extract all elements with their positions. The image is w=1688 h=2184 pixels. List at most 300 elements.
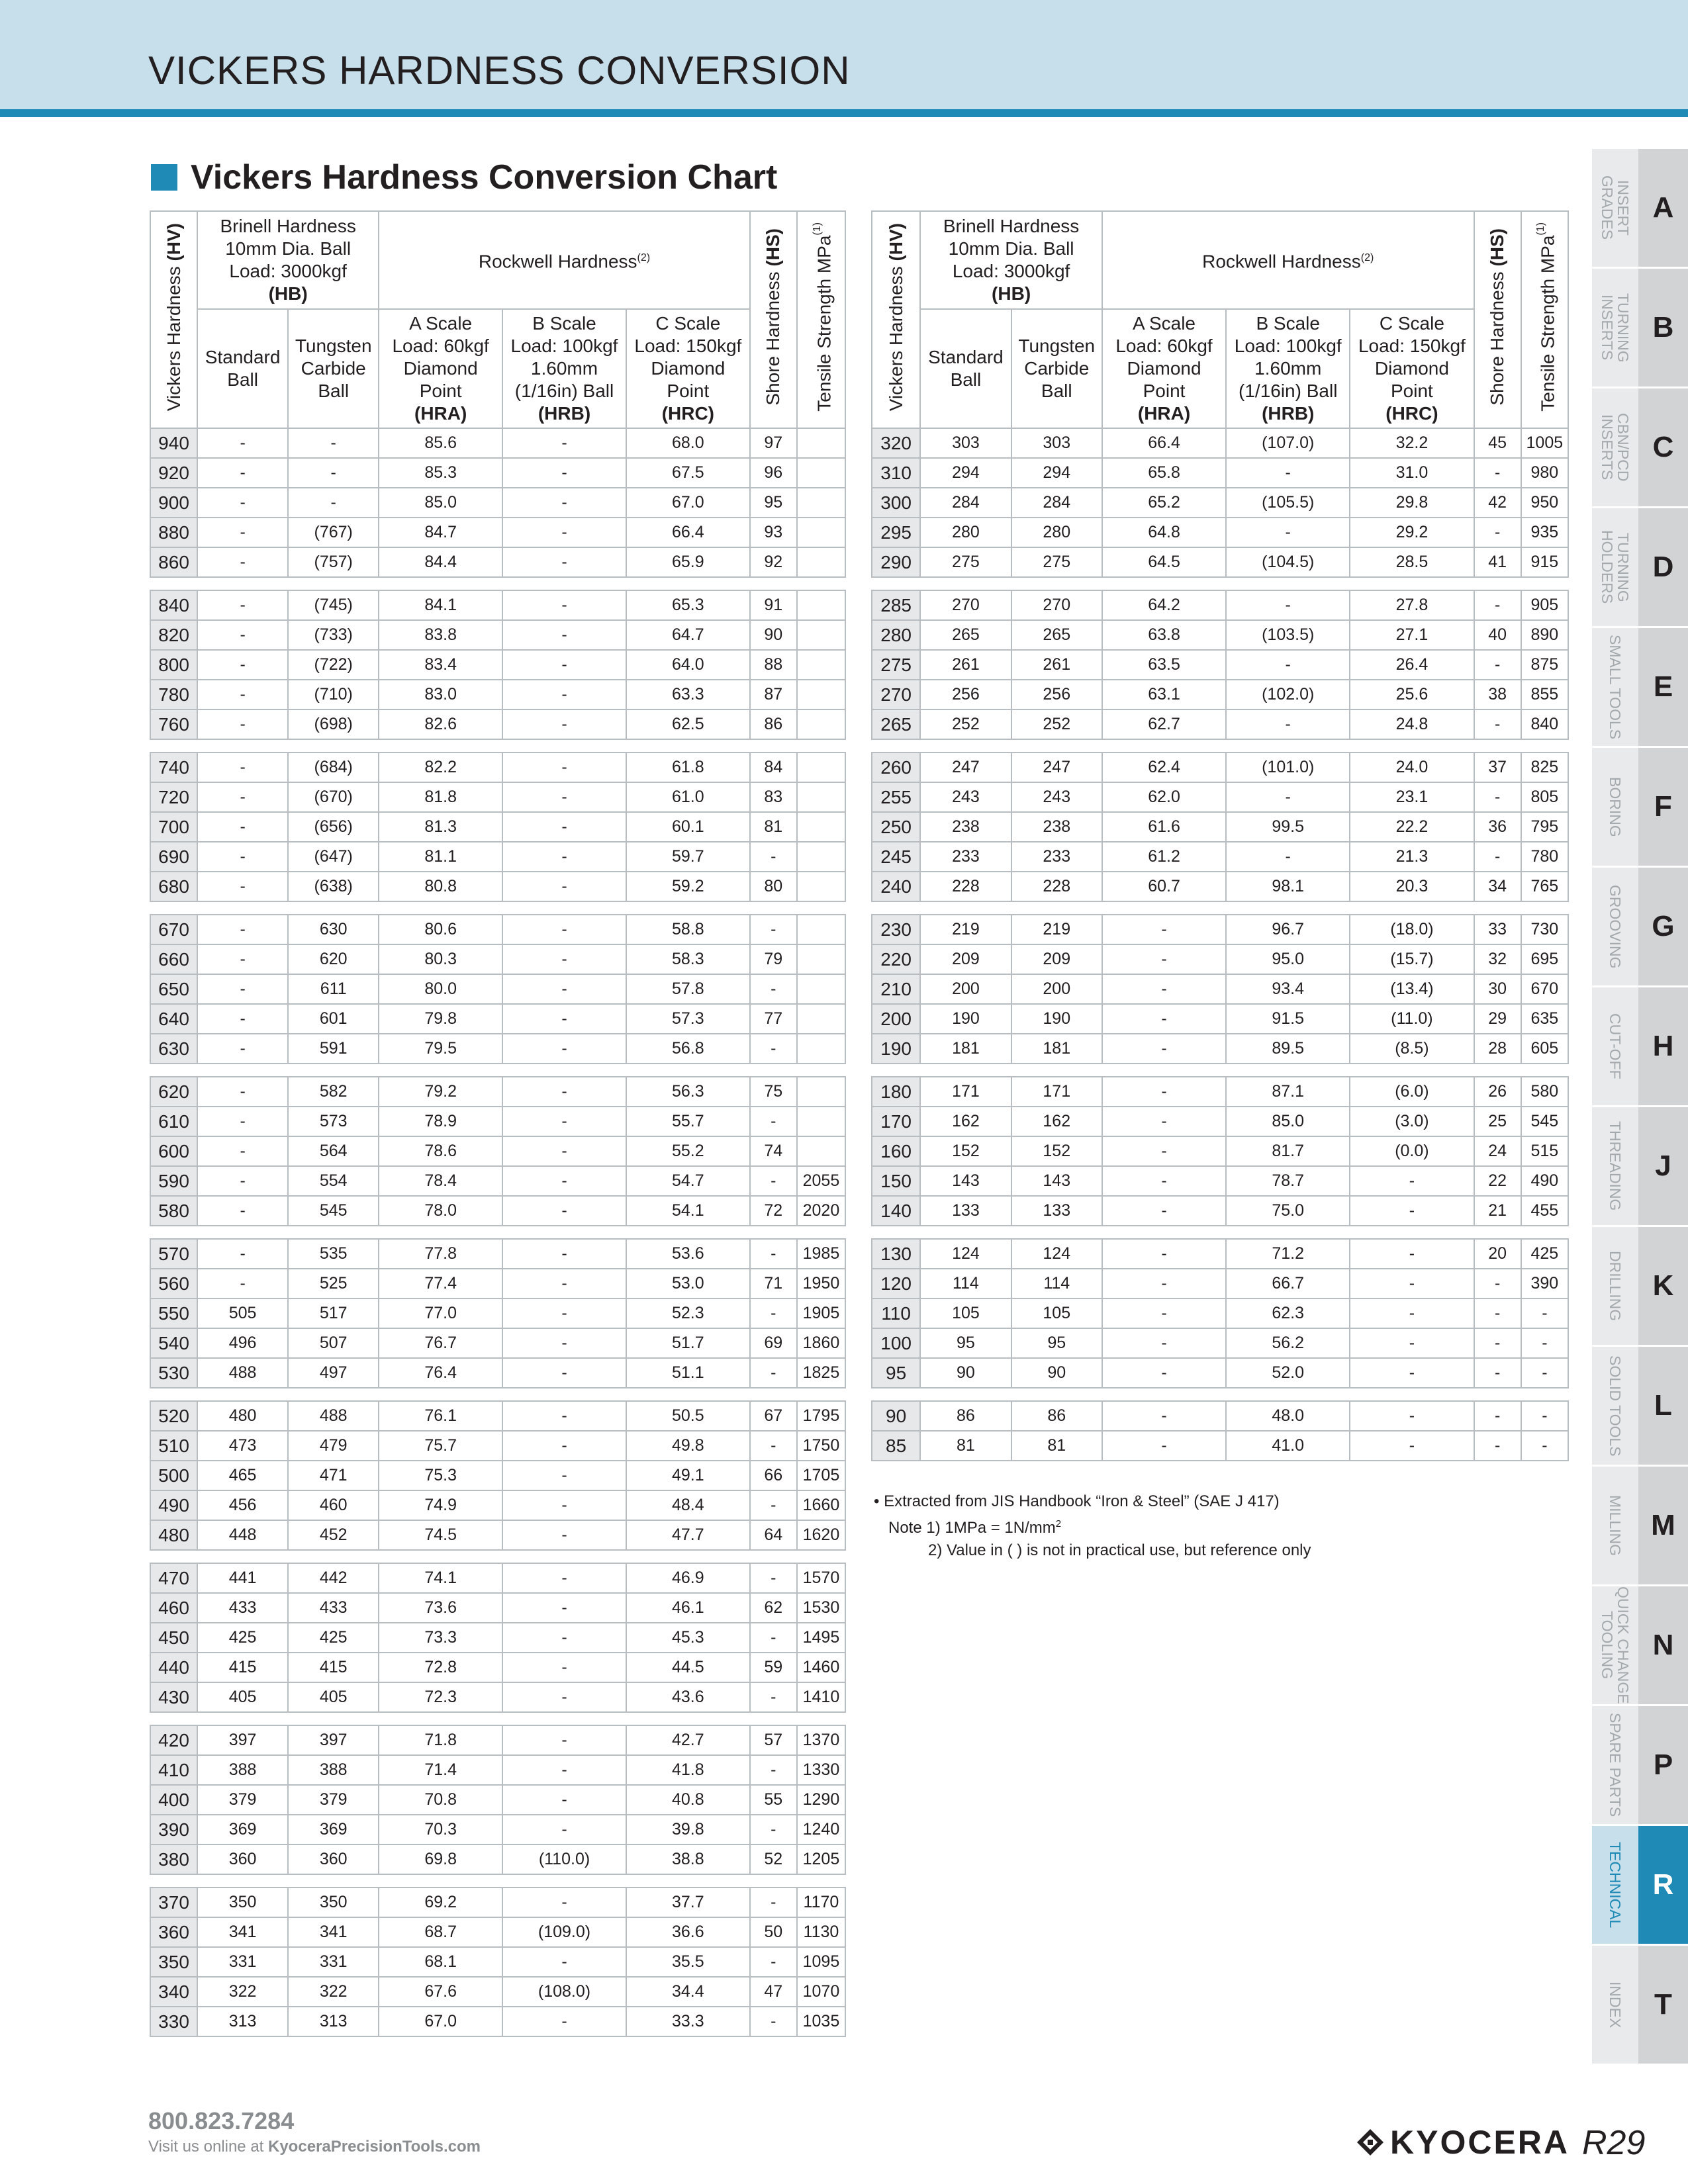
group-spacer (872, 1064, 1568, 1077)
section-tab-text: MILLING (1607, 1494, 1624, 1557)
table-cell: 252 (1011, 709, 1102, 739)
table-cell: 380 (150, 1844, 197, 1874)
table-cell: 488 (288, 1401, 379, 1431)
table-cell: 1660 (797, 1490, 845, 1520)
table-cell: (684) (288, 752, 379, 782)
table-cell: 90 (1011, 1358, 1102, 1388)
section-tab[interactable] (1592, 1826, 1688, 1946)
table-cell: (757) (288, 547, 379, 577)
table-cell: 162 (1011, 1107, 1102, 1136)
website-link[interactable]: KyoceraPrecisionTools.com (268, 2138, 481, 2156)
table-cell: 61.0 (626, 782, 750, 812)
table-cell: 265 (920, 620, 1011, 650)
table-cell: - (1474, 1298, 1521, 1328)
table-cell: 48.0 (1226, 1401, 1350, 1431)
table-cell: 256 (920, 680, 1011, 709)
table-cell: 84.4 (379, 547, 502, 577)
table-cell: 1705 (797, 1461, 845, 1490)
table-row (150, 782, 845, 812)
table-cell: 611 (288, 974, 379, 1004)
table-cell: - (502, 1239, 626, 1269)
section-tab-text: BORING (1607, 776, 1624, 837)
table-cell: 114 (1011, 1269, 1102, 1298)
table-cell: 209 (1011, 944, 1102, 974)
table-cell: - (1226, 458, 1350, 488)
table-cell: 45 (1474, 428, 1521, 458)
table-cell: 152 (920, 1136, 1011, 1166)
table-cell: - (502, 458, 626, 488)
table-cell: 1035 (797, 2007, 845, 2036)
table-cell: 68.0 (626, 428, 750, 458)
table-row (150, 974, 845, 1004)
table-row (872, 1004, 1568, 1034)
tensile-header: Tensile Strength MPa$^{(1)}$ (1521, 211, 1568, 428)
table-cell: 76.7 (379, 1328, 502, 1358)
table-cell: 243 (1011, 782, 1102, 812)
table-cell: 52.3 (626, 1298, 750, 1328)
table-cell: - (502, 915, 626, 944)
table-cell: 77.8 (379, 1239, 502, 1269)
table-cell: (638) (288, 872, 379, 901)
section-tab-text: INSERT GRADES (1599, 175, 1632, 240)
table-cell: 890 (1521, 620, 1568, 650)
section-tab[interactable] (1592, 269, 1688, 388)
table-cell: 81.8 (379, 782, 502, 812)
table-cell: 497 (288, 1358, 379, 1388)
table-cell: 310 (872, 458, 920, 488)
section-tab-letter: M (1638, 1467, 1688, 1584)
table-cell: 78.7 (1226, 1166, 1350, 1196)
table-cell: 300 (872, 488, 920, 518)
table-cell: 250 (872, 812, 920, 842)
table-cell: 980 (1521, 458, 1568, 488)
table-cell: - (197, 518, 288, 547)
table-cell: - (1226, 709, 1350, 739)
table-cell: 490 (150, 1490, 197, 1520)
section-tab-letter: T (1638, 1946, 1688, 2064)
section-tab[interactable] (1592, 748, 1688, 868)
table-cell: 690 (150, 842, 197, 872)
table-cell: 915 (1521, 547, 1568, 577)
rockwell-header: Rockwell Hardness$^{(2)}$ (1102, 211, 1474, 309)
table-cell: 41.0 (1226, 1431, 1350, 1461)
table-cell: 83.4 (379, 650, 502, 680)
table-cell: 505 (197, 1298, 288, 1328)
rockwell-header: Rockwell Hardness$^{(2)}$ (379, 211, 750, 309)
section-tab[interactable] (1592, 149, 1688, 269)
table-cell: - (502, 1755, 626, 1785)
table-cell: 1750 (797, 1431, 845, 1461)
table-cell: 57 (750, 1725, 797, 1755)
table-cell: 256 (1011, 680, 1102, 709)
table-cell: 110 (872, 1298, 920, 1328)
table-cell: 51.7 (626, 1328, 750, 1358)
section-tab[interactable] (1592, 1227, 1688, 1347)
b-scale-header: B Scale Load: 100kgf 1.60mm (1/16in) Ball (HRB) (1226, 309, 1350, 428)
table-row (150, 1653, 845, 1682)
table-cell: 63.8 (1102, 620, 1226, 650)
table-cell: 388 (197, 1755, 288, 1785)
table-cell: 55.7 (626, 1107, 750, 1136)
table-cell: 425 (288, 1623, 379, 1653)
table-cell: - (750, 974, 797, 1004)
table-cell: - (1474, 458, 1521, 488)
table-cell: - (1102, 1239, 1226, 1269)
table-row (872, 1358, 1568, 1388)
table-cell: - (1474, 518, 1521, 547)
section-tab-text: SOLID TOOLS (1607, 1355, 1624, 1457)
table-cell: 25 (1474, 1107, 1521, 1136)
table-cell: 160 (872, 1136, 920, 1166)
table-cell: 900 (150, 488, 197, 518)
section-tab[interactable] (1592, 388, 1688, 508)
header-stripe (0, 109, 1688, 117)
table-cell: 84.7 (379, 518, 502, 547)
section-tab[interactable] (1592, 1586, 1688, 1706)
group-spacer (150, 1874, 845, 1888)
table-cell: 79.8 (379, 1004, 502, 1034)
table-cell: - (197, 590, 288, 620)
table-cell: 410 (150, 1755, 197, 1785)
table-cell: 473 (197, 1431, 288, 1461)
table-cell: 29.2 (1350, 518, 1474, 547)
table-cell: 369 (197, 1815, 288, 1844)
table-row (872, 752, 1568, 782)
section-tab[interactable] (1592, 1107, 1688, 1227)
page-title: VICKERS HARDNESS CONVERSION (148, 48, 851, 93)
table-cell: - (288, 458, 379, 488)
table-body-left (150, 428, 845, 2036)
table-cell: 88 (750, 650, 797, 680)
table-cell: 70.3 (379, 1815, 502, 1844)
table-cell: 620 (288, 944, 379, 974)
table-cell: 105 (1011, 1298, 1102, 1328)
shore-header: Shore Hardness (HS) (1474, 211, 1521, 428)
table-cell: 150 (872, 1166, 920, 1196)
section-tab-label (1592, 1107, 1638, 1225)
table-cell: - (197, 872, 288, 901)
table-cell: 515 (1521, 1136, 1568, 1166)
table-row (872, 1239, 1568, 1269)
table-cell: 795 (1521, 812, 1568, 842)
table-cell: 80.6 (379, 915, 502, 944)
table-cell: - (502, 752, 626, 782)
table-cell: 370 (150, 1888, 197, 1917)
table-cell: 89.5 (1226, 1034, 1350, 1064)
table-cell: - (502, 1682, 626, 1712)
table-cell: 560 (150, 1269, 197, 1298)
table-cell: 45.3 (626, 1623, 750, 1653)
section-tab[interactable] (1592, 987, 1688, 1107)
table-row (150, 709, 845, 739)
table-cell: 800 (150, 650, 197, 680)
table-cell: (3.0) (1350, 1107, 1474, 1136)
table-cell: - (750, 915, 797, 944)
table-cell: - (1350, 1298, 1474, 1328)
table-cell: 425 (1521, 1239, 1568, 1269)
table-cell: - (502, 488, 626, 518)
table-cell: 67.0 (379, 2007, 502, 2036)
table-cell: 171 (920, 1077, 1011, 1107)
conversion-table-left (150, 210, 846, 2037)
table-cell: - (502, 620, 626, 650)
table-cell: 47.7 (626, 1520, 750, 1550)
table-cell: 840 (1521, 709, 1568, 739)
section-tab-letter: L (1638, 1347, 1688, 1465)
table-cell: - (197, 488, 288, 518)
table-cell: 855 (1521, 680, 1568, 709)
table-cell: 564 (288, 1136, 379, 1166)
table-cell: 124 (920, 1239, 1011, 1269)
section-tab-text: CBN/PCD INSERTS (1599, 413, 1632, 482)
table-cell: 72 (750, 1196, 797, 1226)
section-tab-label (1592, 748, 1638, 866)
table-cell: 341 (197, 1917, 288, 1947)
table-row (150, 620, 845, 650)
table-row (150, 812, 845, 842)
table-cell: - (750, 1431, 797, 1461)
table-row (872, 1269, 1568, 1298)
table-cell (797, 428, 845, 458)
table-cell: 270 (920, 590, 1011, 620)
table-cell: (733) (288, 620, 379, 650)
table-cell: 80.8 (379, 872, 502, 901)
table-cell: (722) (288, 650, 379, 680)
table-cell: 60.7 (1102, 872, 1226, 901)
table-cell: 54.1 (626, 1196, 750, 1226)
table-cell: 67.5 (626, 458, 750, 488)
table-cell: 247 (1011, 752, 1102, 782)
table-cell: 58.3 (626, 944, 750, 974)
table-cell: 322 (288, 1977, 379, 2007)
table-cell: - (502, 1004, 626, 1034)
table-cell: 78.9 (379, 1107, 502, 1136)
table-row (150, 1166, 845, 1196)
table-cell: - (750, 1166, 797, 1196)
table-cell (797, 547, 845, 577)
table-cell: 76.4 (379, 1358, 502, 1388)
table-cell: 530 (150, 1358, 197, 1388)
table-cell: 209 (920, 944, 1011, 974)
section-tab-letter: A (1638, 149, 1688, 267)
table-cell: - (502, 1623, 626, 1653)
table-row (872, 590, 1568, 620)
table-cell: - (1102, 1034, 1226, 1064)
table-cell: 68.7 (379, 1917, 502, 1947)
table-row (872, 872, 1568, 901)
section-tab[interactable] (1592, 1467, 1688, 1586)
table-row (150, 680, 845, 709)
a-scale-header: A Scale Load: 60kgf Diamond Point (HRA) (1102, 309, 1226, 428)
table-cell: - (197, 782, 288, 812)
table-cell: 66.7 (1226, 1269, 1350, 1298)
square-bullet-icon (151, 164, 177, 191)
table-cell: (101.0) (1226, 752, 1350, 782)
table-cell: - (750, 1682, 797, 1712)
table-cell: 59.2 (626, 872, 750, 901)
table-cell: - (197, 1136, 288, 1166)
table-cell: - (502, 1136, 626, 1166)
table-cell: 34 (1474, 872, 1521, 901)
section-tab[interactable] (1592, 1706, 1688, 1826)
table-cell: 78.0 (379, 1196, 502, 1226)
brinell-header: Brinell Hardness 10mm Dia. Ball Load: 3000kgf (HB) (197, 211, 379, 309)
table-cell: 247 (920, 752, 1011, 782)
section-tab-label (1592, 269, 1638, 387)
table-row (872, 1328, 1568, 1358)
table-row (150, 1461, 845, 1490)
table-cell: - (1102, 1298, 1226, 1328)
table-cell: 60.1 (626, 812, 750, 842)
table-cell: 62.7 (1102, 709, 1226, 739)
table-cell: 313 (288, 2007, 379, 2036)
table-cell: 68.1 (379, 1947, 502, 1977)
table-cell: 1130 (797, 1917, 845, 1947)
table-cell (797, 590, 845, 620)
table-cell: 30 (1474, 974, 1521, 1004)
table-cell: - (502, 1401, 626, 1431)
note-1: Note 1) $1MPa = 1N/mm^2$ (888, 1518, 1062, 1537)
table-cell: - (502, 547, 626, 577)
table-row (872, 782, 1568, 812)
section-tab[interactable] (1592, 628, 1688, 748)
table-cell: 93.4 (1226, 974, 1350, 1004)
table-cell: - (502, 1196, 626, 1226)
section-tab-label (1592, 1826, 1638, 1944)
section-tab-label (1592, 1946, 1638, 2064)
table-cell: 40 (1474, 620, 1521, 650)
table-cell: 440 (150, 1653, 197, 1682)
note-2: 2) Value in ( ) is not in practical use, but reference only (928, 1541, 1311, 1559)
table-cell: 71.4 (379, 1755, 502, 1785)
table-cell: 230 (872, 915, 920, 944)
table-row (150, 1755, 845, 1785)
table-cell: 71.8 (379, 1725, 502, 1755)
table-cell: 360 (150, 1917, 197, 1947)
section-tab-label (1592, 1586, 1638, 1704)
table-row (150, 1844, 845, 1874)
table-row (872, 518, 1568, 547)
table-cell: - (1350, 1358, 1474, 1388)
table-cell: 275 (872, 650, 920, 680)
table-cell: - (1474, 590, 1521, 620)
table-cell: 33 (1474, 915, 1521, 944)
table-cell: 284 (1011, 488, 1102, 518)
table-row (872, 974, 1568, 1004)
table-cell: - (502, 1431, 626, 1461)
section-tab[interactable] (1592, 1946, 1688, 2066)
chart-title: Vickers Hardness Conversion Chart (191, 158, 778, 197)
table-cell: 228 (1011, 872, 1102, 901)
table-cell: 2020 (797, 1196, 845, 1226)
table-cell: 53.6 (626, 1239, 750, 1269)
table-cell: 340 (150, 1977, 197, 2007)
table-cell: 605 (1521, 1034, 1568, 1064)
table-row (872, 620, 1568, 650)
table-cell: 397 (197, 1725, 288, 1755)
table-cell: 238 (920, 812, 1011, 842)
table-row (150, 428, 845, 458)
a-scale-header: A Scale Load: 60kgf Diamond Point (HRA) (379, 309, 502, 428)
table-cell: 31.0 (1350, 458, 1474, 488)
table-cell: 66.4 (626, 518, 750, 547)
table-cell: 545 (288, 1196, 379, 1226)
table-cell: 95 (920, 1328, 1011, 1358)
table-cell: 1240 (797, 1815, 845, 1844)
section-tab-text: TURNING HOLDERS (1599, 530, 1632, 604)
table-row (150, 1563, 845, 1593)
table-cell: 74.1 (379, 1563, 502, 1593)
table-cell: 90 (750, 620, 797, 650)
table-cell: 470 (150, 1563, 197, 1593)
table-cell: 190 (872, 1034, 920, 1064)
table-cell: 540 (150, 1328, 197, 1358)
table-cell: 448 (197, 1520, 288, 1550)
table-cell: - (1226, 590, 1350, 620)
table-cell: - (197, 547, 288, 577)
table-cell: 390 (1521, 1269, 1568, 1298)
table-cell: (15.7) (1350, 944, 1474, 974)
table-cell: 270 (1011, 590, 1102, 620)
table-cell: 57.8 (626, 974, 750, 1004)
table-cell: 720 (150, 782, 197, 812)
section-tab[interactable] (1592, 508, 1688, 628)
table-cell: 67 (750, 1401, 797, 1431)
table-cell: 20 (1474, 1239, 1521, 1269)
section-tab-letter: G (1638, 868, 1688, 985)
table-row (150, 2007, 845, 2036)
table-cell: 405 (197, 1682, 288, 1712)
table-cell (797, 872, 845, 901)
group-spacer (150, 901, 845, 915)
table-cell: - (502, 944, 626, 974)
table-cell: - (1350, 1431, 1474, 1461)
section-tab-letter: C (1638, 388, 1688, 506)
table-cell: 24.8 (1350, 709, 1474, 739)
table-cell: 200 (920, 974, 1011, 1004)
table-cell: 124 (1011, 1239, 1102, 1269)
group-spacer (872, 1226, 1568, 1239)
table-cell: - (1474, 782, 1521, 812)
table-cell (797, 1004, 845, 1034)
table-cell: - (1102, 1136, 1226, 1166)
table-cell: 450 (150, 1623, 197, 1653)
table-cell: - (502, 1947, 626, 1977)
table-cell: 875 (1521, 650, 1568, 680)
table-cell: 66.4 (1102, 428, 1226, 458)
table-cell: 51.1 (626, 1358, 750, 1388)
table-cell: (0.0) (1350, 1136, 1474, 1166)
table-cell: 100 (872, 1328, 920, 1358)
table-cell: 62 (750, 1593, 797, 1623)
section-tab-letter: P (1638, 1706, 1688, 1824)
table-row (872, 547, 1568, 577)
table-cell: (647) (288, 842, 379, 872)
table-cell: 441 (197, 1563, 288, 1593)
tungsten-carbide-header: Tungsten Carbide Ball (1011, 309, 1102, 428)
section-tab[interactable] (1592, 1347, 1688, 1467)
table-row (150, 1947, 845, 1977)
table-cell: - (750, 1563, 797, 1593)
table-cell: - (197, 650, 288, 680)
table-cell: 65.3 (626, 590, 750, 620)
table-row (872, 915, 1568, 944)
table-cell: 471 (288, 1461, 379, 1490)
table-row (872, 944, 1568, 974)
table-cell: 635 (1521, 1004, 1568, 1034)
table-cell: - (502, 1166, 626, 1196)
section-tab[interactable] (1592, 868, 1688, 987)
